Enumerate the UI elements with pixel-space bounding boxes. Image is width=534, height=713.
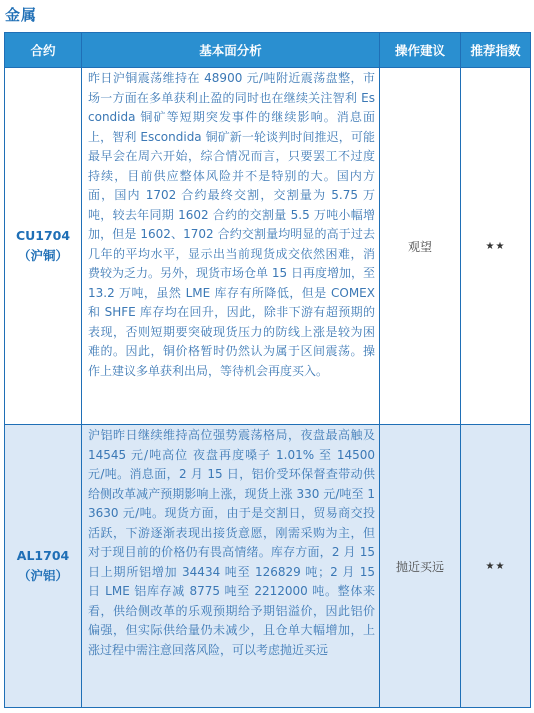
analysis-cell: 昨日沪铜震荡维持在 48900 元/吨附近震荡盘整，市场一方面在多单获利止盈的同时也在继续关注智利 Escondida 铜矿等短期突发事件的继续影响。消息面上，智利 Escondida 铜矿新一轮谈判时间推迟，可能最早会在周六开始，综合情况而言，只要罢工不过度持续，目前供应整体风险并不是特别的大。国内方面，国内 1702 合约最终交割，交割量为 5.75 万吨，较去年同期 1602 合约的交割量 5.5 万吨小幅增加，但是 1602、1702 合约交割量均明显的高于过去几年的平均水平，显示出当前现货成交依然困难，消费较为乏力。另外，现货市场仓单 15 日再度增加，至 13.2 万吨，虽然 LME 库存有所降低，但是 COMEX 和 SHFE 库存均在回升，因此，除非下游有超预期的表现，否则短期要突破现货压力的防线上涨是较为困难的。因此，铜价格暂时仍然认为属于区间震荡。操作上建议多单获利出局，等待机会再度买入。 <box>82 68 380 425</box>
contract-name: （沪铝） <box>17 568 68 583</box>
analysis-cell: 沪铝昨日继续维持高位强势震荡格局，夜盘最高触及 14545 元/吨高位 夜盘再度嗓子 1.01% 至 14500 元/吨。消息面，2 月 15 日，铝价受环保督查带动供给侧改革减产预期影响上涨，现货上涨 330 元/吨至 13630 元/吨。现货方面，由于是交割日，贸易商交投活跃，下游逐渐表现出接货意愿，刚需采购为主，但对于现目前的价格仍有畏高情绪。库存方面，2 月 15 日上期所铝增加 34434 吨至 126829 吨；2 月 15 日 LME 铝库存减 8775 吨至 2212000 吨。整体来看，供给侧改革的乐观预期给予期铝溢价，因此铝价偏强，但实际供给量仍未减少，且仓单大幅增加，上涨过程中需注意回落风险，可以考虑抛近买远 <box>82 425 380 708</box>
advice-cell: 抛近买远 <box>380 425 461 708</box>
contract-cell <box>5 425 82 708</box>
table-header-row <box>5 33 531 68</box>
header-analysis: 基本面分析 <box>82 33 380 68</box>
contract-code: CU1704 <box>15 228 71 243</box>
rating-stars: ★★ <box>461 425 531 708</box>
contract-code: AL1704 <box>16 548 70 563</box>
contract-cell <box>5 68 82 425</box>
contract-name: （沪铜） <box>17 248 68 263</box>
header-advice: 操作建议 <box>380 33 461 68</box>
rating-stars: ★★ <box>461 68 531 425</box>
table-row <box>5 425 531 708</box>
strategy-table <box>4 32 531 708</box>
table-row <box>5 68 531 425</box>
header-contract: 合约 <box>5 33 82 68</box>
header-rating: 推荐指数 <box>461 33 531 68</box>
advice-cell: 观望 <box>380 68 461 425</box>
section-title: 金属 <box>5 6 38 24</box>
